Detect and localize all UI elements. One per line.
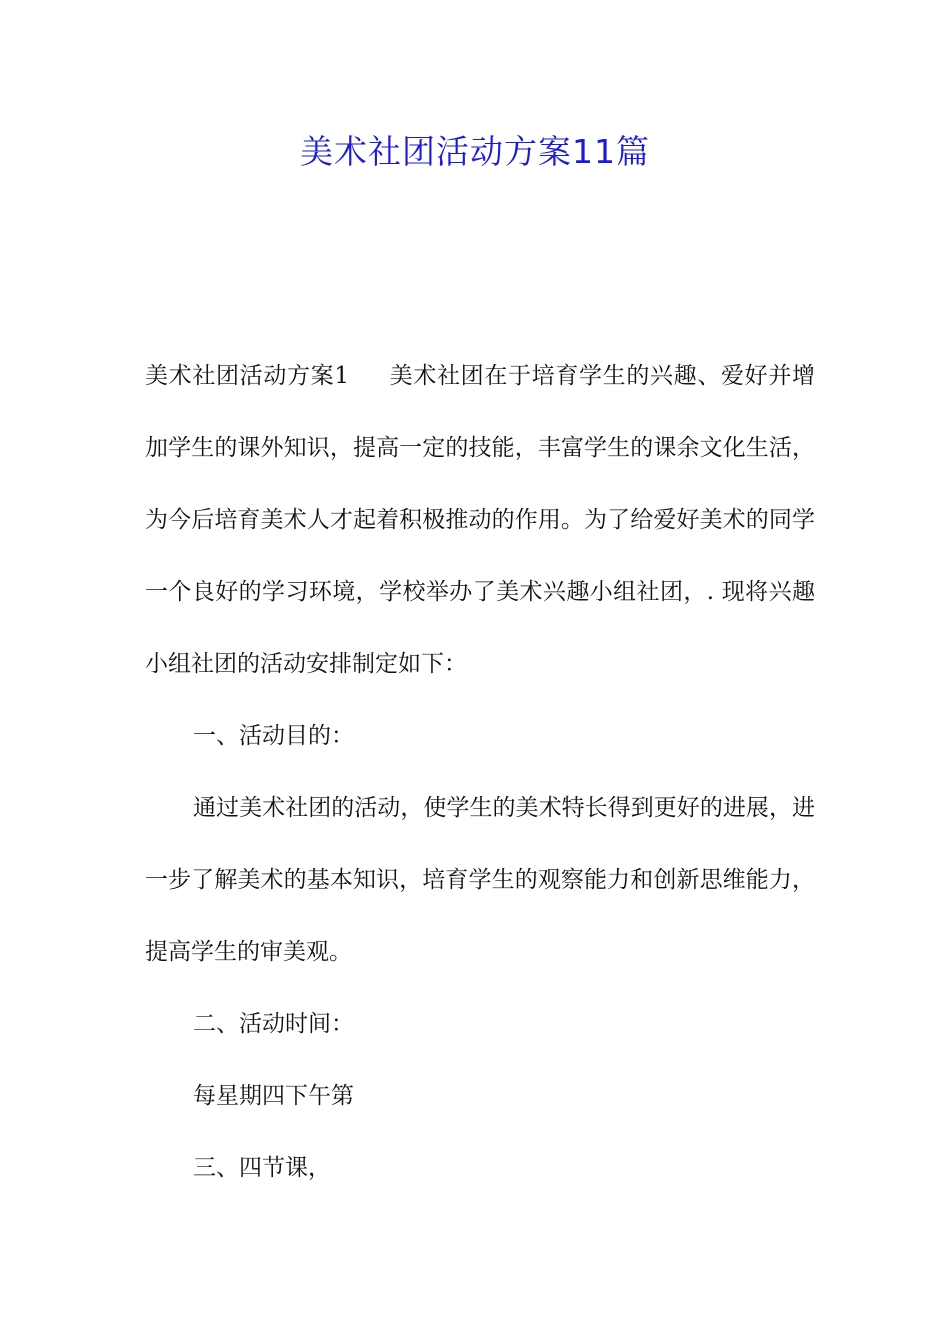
intro-text: 美术社团在于培育学生的兴趣、爱好并增加学生的课外知识，提高一定的技能，丰富学生的课余文化生活，为今后培育美术人才起着积极推动的作用。为了给爱好美术的同学一个良好的学习环境，学校举办了美术兴趣小组社团，. 现将兴趣小组社团的活动安排制定如下： bbox=[145, 363, 816, 677]
section2-text: 每星期四下午第 bbox=[193, 1083, 354, 1109]
intro-heading: 美术社团活动方案1 bbox=[145, 363, 349, 389]
section1-text: 通过美术社团的活动，使学生的美术特长得到更好的进展，进一步了解美术的基本知识，培育学生的观察能力和创新思维能力，提高学生的审美观。 bbox=[145, 795, 815, 965]
document-body bbox=[145, 340, 815, 1204]
section1-heading: 一、活动目的： bbox=[193, 723, 354, 749]
section2-heading: 二、活动时间： bbox=[193, 1011, 354, 1037]
document-title: 美术社团活动方案11篇 bbox=[300, 132, 650, 171]
section3-heading: 三、四节课， bbox=[193, 1155, 331, 1181]
intro-paragraph bbox=[145, 340, 815, 700]
